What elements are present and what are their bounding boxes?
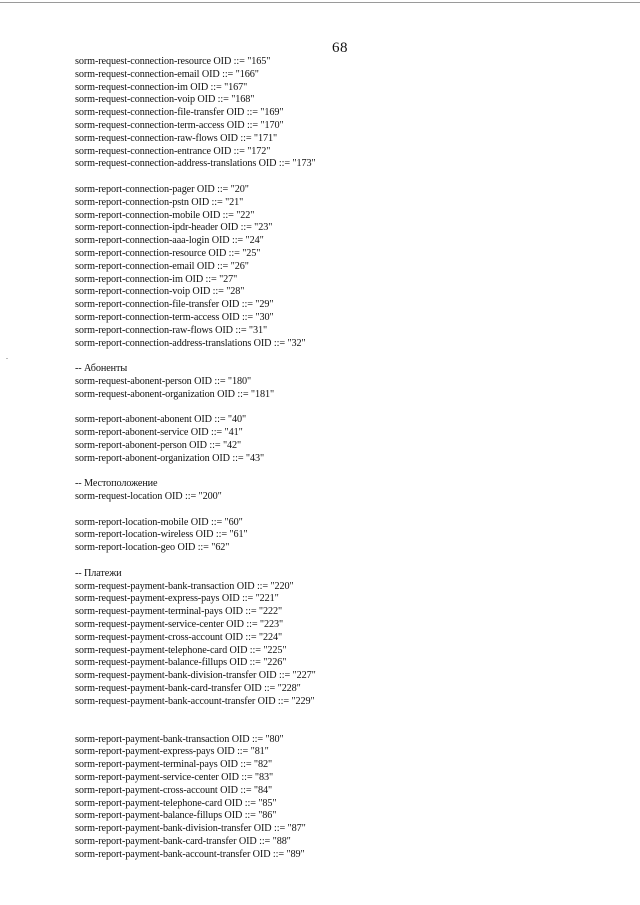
oid-definitions-listing [75, 56, 615, 862]
code-line: sorm-report-connection-email OID ::= "26" [75, 260, 249, 272]
blank-line [75, 555, 615, 568]
code-line: sorm-report-payment-bank-transaction OID ::= "80" [75, 733, 284, 745]
code-line: sorm-request-connection-voip OID ::= "168" [75, 94, 255, 106]
page-number: 68 [332, 40, 348, 56]
code-line: sorm-report-location-geo OID ::= "62" [75, 542, 230, 554]
code-line: sorm-report-connection-raw-flows OID ::= "31" [75, 324, 268, 336]
code-line: sorm-request-payment-bank-card-transfer OID ::= "228" [75, 683, 301, 695]
code-line: sorm-report-location-mobile OID ::= "60" [75, 516, 243, 528]
abonent-request-block [75, 363, 615, 401]
code-line: sorm-report-payment-express-pays OID ::= "81" [75, 746, 269, 758]
payment-request-block [75, 568, 615, 709]
location-report-block [75, 517, 615, 555]
code-line: sorm-report-connection-ipdr-header OID ::= "23" [75, 222, 273, 234]
blank-line [75, 402, 615, 415]
code-line: sorm-report-payment-cross-account OID ::= "84" [75, 784, 273, 796]
code-line: sorm-report-connection-voip OID ::= "28" [75, 286, 245, 298]
code-line: sorm-report-abonent-abonent OID ::= "40" [75, 414, 247, 426]
code-line: sorm-request-connection-address-translations OID ::= "173" [75, 158, 316, 170]
code-line: sorm-request-abonent-person OID ::= "180" [75, 375, 252, 387]
code-line: sorm-request-connection-term-access OID ::= "170" [75, 119, 284, 131]
code-line: sorm-request-connection-file-transfer OID ::= "169" [75, 107, 284, 119]
section-comment: -- Местоположение [75, 478, 158, 490]
blank-line [75, 504, 615, 517]
code-line: sorm-report-connection-pager OID ::= "20" [75, 183, 249, 195]
code-line: sorm-request-abonent-organization OID ::= "181" [75, 388, 275, 400]
code-line: sorm-request-payment-terminal-pays OID ::= "222" [75, 606, 283, 618]
code-line: sorm-report-payment-telephone-card OID ::= "85" [75, 797, 277, 809]
code-line: sorm-report-connection-aaa-login OID ::= "24" [75, 235, 264, 247]
payment-report-block [75, 734, 615, 862]
code-line: sorm-request-location OID ::= "200" [75, 491, 222, 503]
code-line: sorm-request-payment-bank-division-transfer OID ::= "227" [75, 670, 316, 682]
code-line: sorm-report-abonent-service OID ::= "41" [75, 427, 243, 439]
code-line: sorm-report-connection-resource OID ::= "25" [75, 247, 261, 259]
report-connection-block [75, 184, 615, 350]
top-edge-rule [0, 2, 640, 3]
scan-artifact [6, 358, 8, 359]
request-connection-block [75, 56, 615, 171]
code-line: sorm-request-connection-raw-flows OID ::= "171" [75, 132, 278, 144]
code-line: sorm-report-connection-file-transfer OID ::= "29" [75, 299, 274, 311]
blank-line [75, 709, 615, 734]
code-line: sorm-report-abonent-person OID ::= "42" [75, 439, 242, 451]
code-line: sorm-request-payment-cross-account OID ::= "224" [75, 631, 283, 643]
code-line: sorm-report-connection-im OID ::= "27" [75, 273, 238, 285]
code-line: sorm-request-connection-entrance OID ::= "172" [75, 145, 271, 157]
code-line: sorm-report-connection-mobile OID ::= "22" [75, 209, 255, 221]
code-line: sorm-report-payment-balance-fillups OID ::= "86" [75, 810, 277, 822]
code-line: sorm-report-payment-service-center OID ::= "83" [75, 772, 274, 784]
code-line: sorm-request-payment-telephone-card OID ::= "225" [75, 644, 287, 656]
code-line: sorm-request-payment-balance-fillups OID ::= "226" [75, 657, 287, 669]
abonent-report-block [75, 414, 615, 465]
code-line: sorm-report-abonent-organization OID ::= "43" [75, 452, 265, 464]
code-line: sorm-report-payment-bank-account-transfer OID ::= "89" [75, 848, 305, 860]
code-line: sorm-report-connection-pstn OID ::= "21" [75, 196, 244, 208]
code-line: sorm-request-connection-email OID ::= "166" [75, 68, 259, 80]
code-line: sorm-request-payment-express-pays OID ::= "221" [75, 593, 279, 605]
blank-line [75, 171, 615, 184]
code-line: sorm-report-payment-bank-card-transfer OID ::= "88" [75, 836, 291, 848]
section-comment: -- Платежи [75, 567, 122, 579]
code-line: sorm-request-payment-bank-account-transfer OID ::= "229" [75, 695, 315, 707]
code-line: sorm-report-payment-bank-division-transfer OID ::= "87" [75, 823, 306, 835]
code-line: sorm-report-payment-terminal-pays OID ::= "82" [75, 759, 273, 771]
code-line: sorm-report-location-wireless OID ::= "61" [75, 529, 248, 541]
section-comment: -- Абоненты [75, 363, 128, 375]
code-line: sorm-report-connection-address-translations OID ::= "32" [75, 337, 306, 349]
code-line: sorm-request-payment-service-center OID ::= "223" [75, 619, 284, 631]
blank-line [75, 466, 615, 479]
location-request-block [75, 478, 615, 504]
code-line: sorm-request-payment-bank-transaction OID ::= "220" [75, 580, 294, 592]
blank-line [75, 350, 615, 363]
code-line: sorm-request-connection-resource OID ::= "165" [75, 56, 271, 67]
code-line: sorm-request-connection-im OID ::= "167" [75, 81, 248, 93]
code-line: sorm-report-connection-term-access OID ::= "30" [75, 311, 274, 323]
